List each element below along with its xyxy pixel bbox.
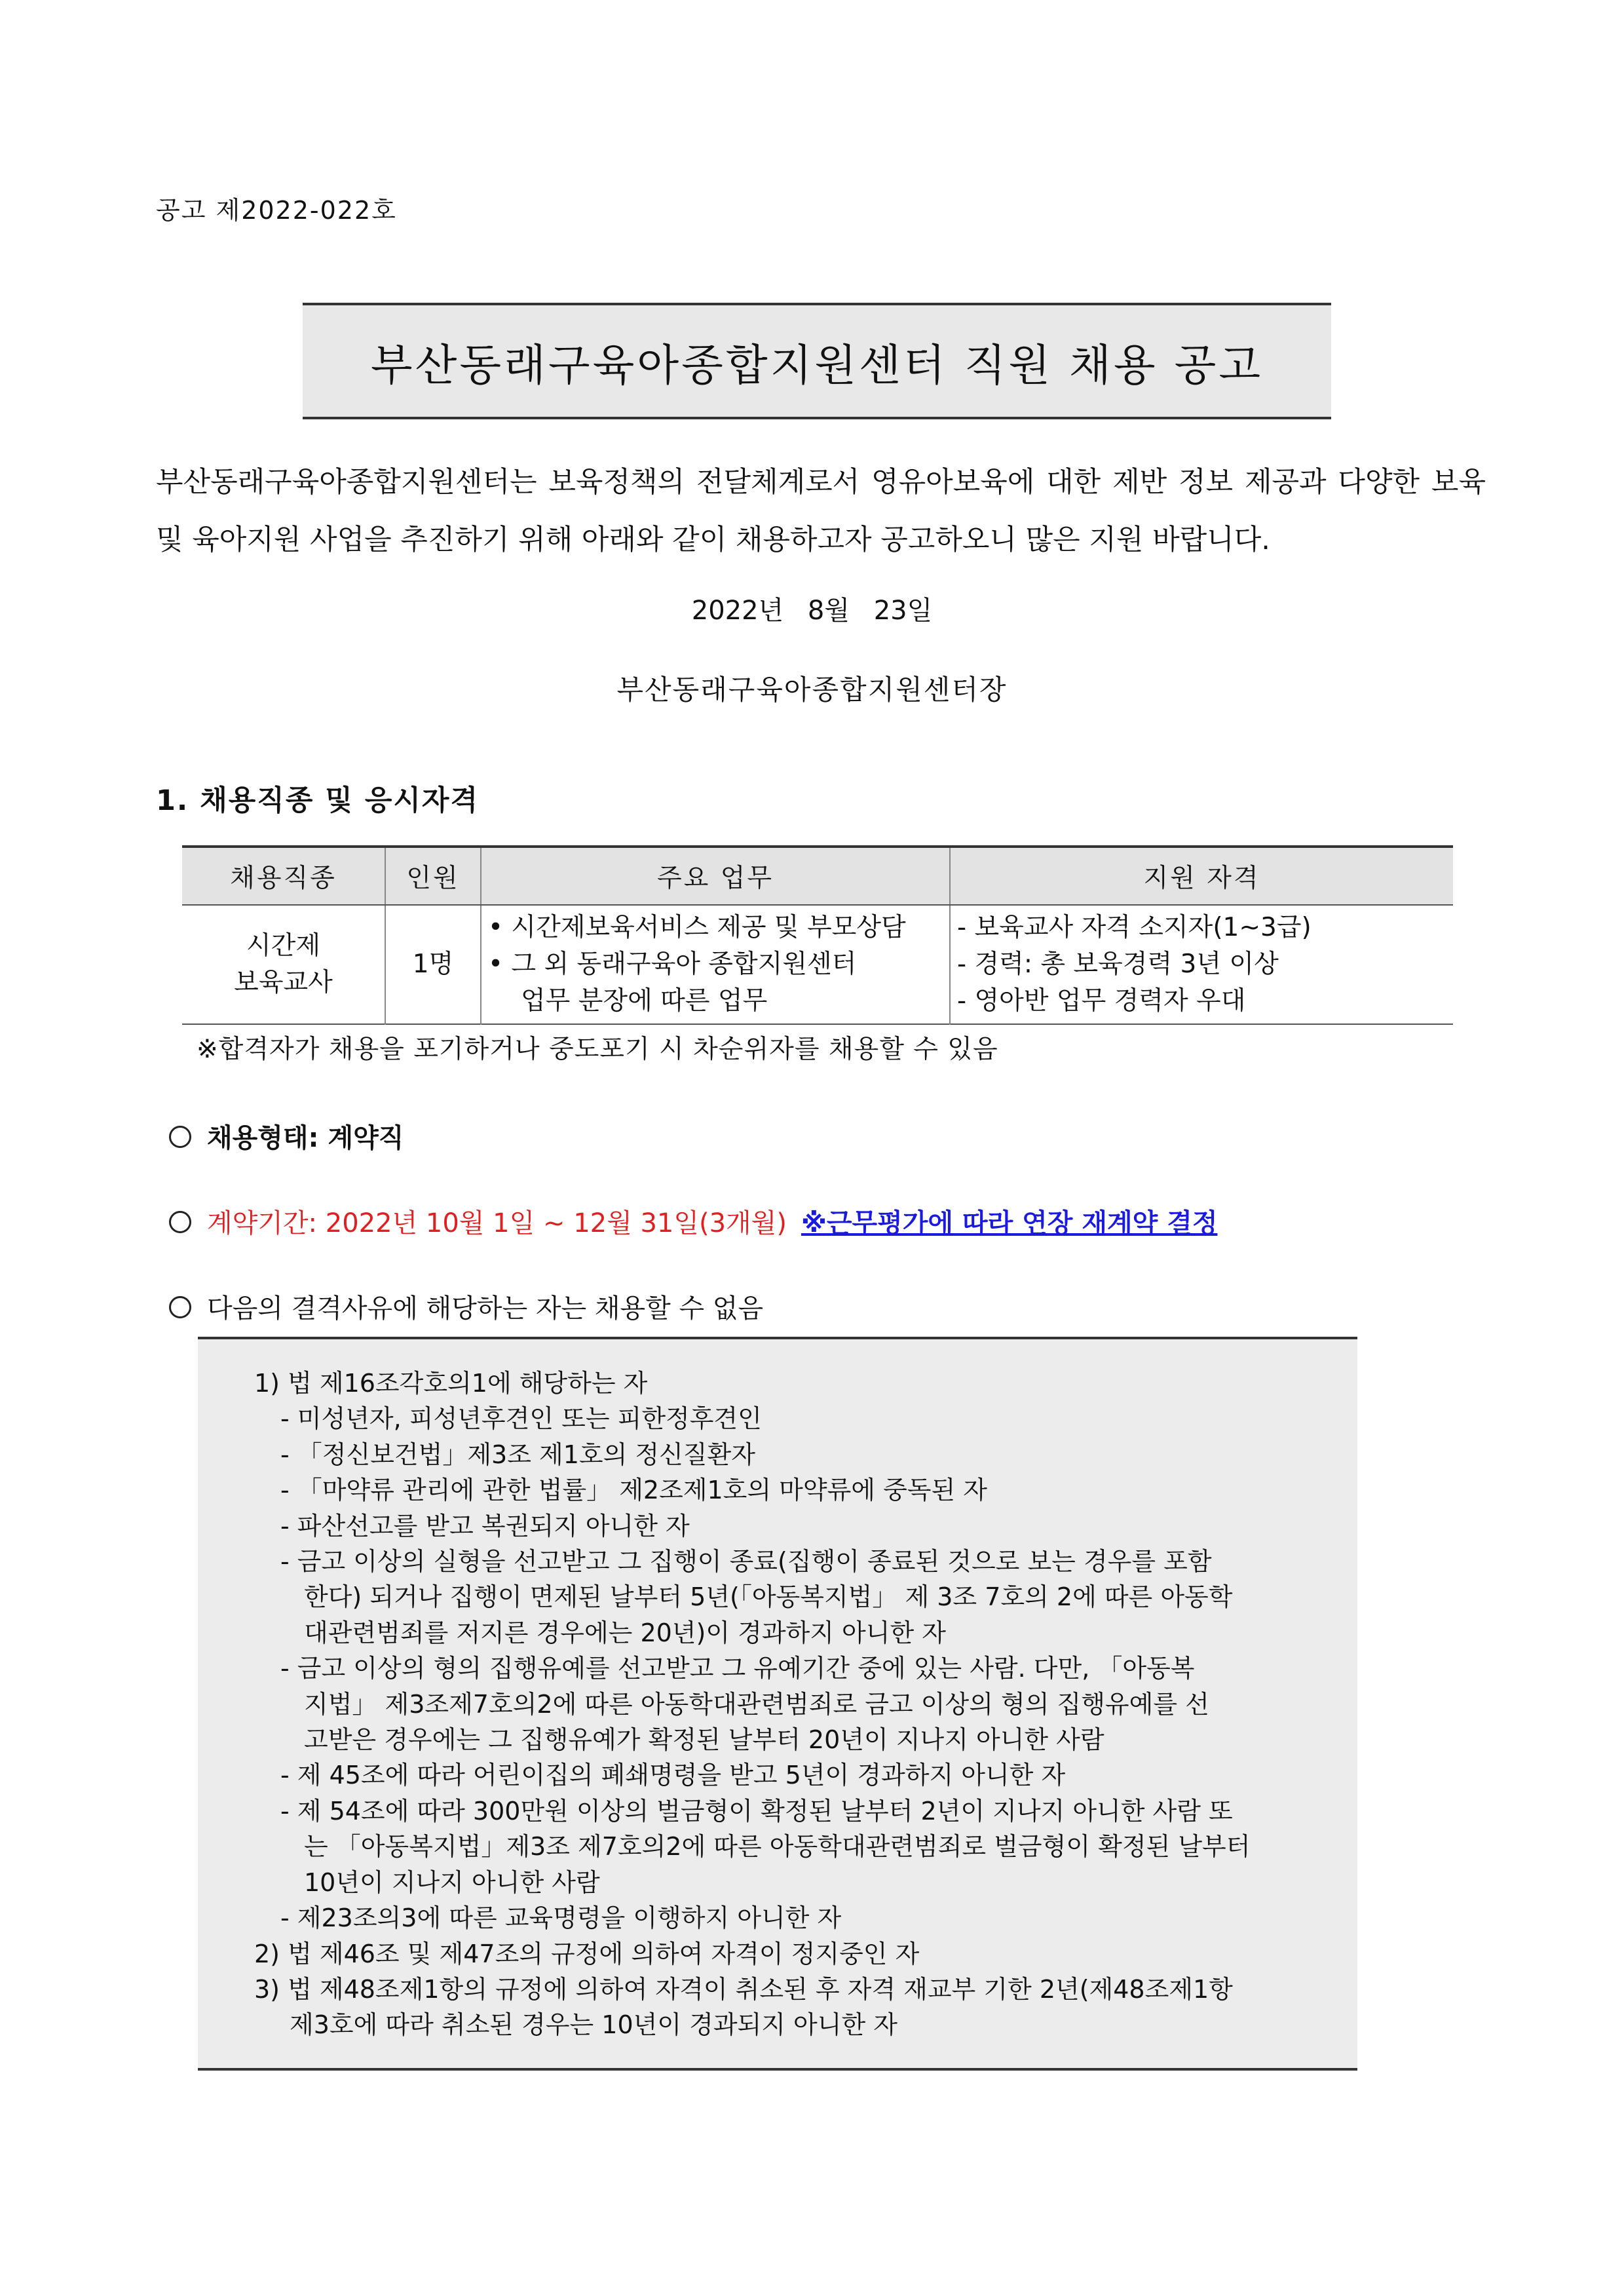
qualification-item: - 영아반 업무 경력자 우대	[957, 986, 1246, 1016]
contract-note-link[interactable]: ※근무평가에 따라 연장 재계약 결정	[801, 1208, 1218, 1238]
signer: 부산동래구육아종합지원센터장	[616, 674, 1008, 706]
header-qualifications: 지원 자격	[950, 847, 1453, 905]
cell-count: 1명	[385, 905, 481, 1024]
table-note: ※합격자가 채용을 포기하거나 중도포기 시 차순위자를 채용할 수 있음	[197, 1035, 998, 1064]
employment-type: 채용형태: 계약직	[207, 1123, 404, 1153]
list-item: 1) 법 제16조각호의1에 해당하는 자	[254, 1369, 648, 1398]
header-job-type: 채용직종	[182, 847, 385, 905]
job-line-2: 보육교사	[234, 968, 333, 997]
qualification-item: - 보육교사 자격 소지자(1~3급)	[957, 913, 1312, 942]
list-item: 한다) 되거나 집행이 면제된 날부터 5년(「아동복지법」 제 3조 7호의 2에 따른 아동학	[304, 1582, 1233, 1612]
list-item: - 「정신보건법」제3조 제1호의 정신질환자	[280, 1440, 755, 1469]
list-item: 2) 법 제46조 및 제47조의 규정에 의하여 자격이 정지중인 자	[254, 1939, 920, 1968]
circle-bullet-icon	[169, 1126, 191, 1148]
list-item: - 제 45조에 따라 어린이집의 폐쇄명령을 받고 5년이 경과하지 아니한 자	[280, 1761, 1066, 1790]
circle-bullet-icon	[169, 1296, 191, 1318]
list-item: - 금고 이상의 실형을 선고받고 그 집행이 종료(집행이 종료된 것으로 보는 경우를 포함	[280, 1547, 1212, 1577]
intro-paragraph: 부산동래구육아종합지원센터는 보육정책의 전달체계로서 영유아보육에 대한 제반 정보 제공과 다양한 보육 및 육아지원 사업을 추진하기 위해 아래와 같이 채용하고자 공고하오니 많은 지원 바랍니다.	[156, 466, 1486, 556]
job-line-1: 시간제	[246, 931, 321, 961]
list-item: 10년이 지나지 아니한 사람	[304, 1867, 600, 1897]
circle-bullet-icon	[169, 1211, 191, 1233]
section-title-1: 1. 채용직종 및 응시자격	[156, 784, 480, 817]
list-item: 대관련범죄를 저지른 경우에는 20년)이 경과하지 아니한 자	[304, 1618, 946, 1647]
jobs-table	[182, 845, 1453, 1025]
contract-period: 계약기간: 2022년 10월 1일 ~ 12월 31일(3개월)	[207, 1208, 787, 1238]
title-box	[303, 303, 1331, 419]
cell-duties	[481, 905, 950, 1024]
page-title: 부산동래구육아종합지원센터 직원 채용 공고	[370, 339, 1264, 391]
list-item: - 파산선고를 받고 복권되지 아니한 자	[280, 1511, 690, 1540]
table-header-row	[182, 847, 1453, 905]
list-item: 3) 법 제48조제1항의 규정에 의하여 자격이 취소된 후 자격 재교부 기한 2년(제48조제1항	[254, 1974, 1233, 2004]
list-item: - 제23조의3에 따른 교육명령을 이행하지 아니한 자	[280, 1904, 842, 1933]
disqualification-intro-row	[169, 1288, 763, 1325]
duty-item: 업무 분장에 따른 업무	[521, 986, 768, 1016]
table-row	[182, 905, 1453, 1024]
list-item: - 미성년자, 피성년후견인 또는 피한정후견인	[280, 1404, 762, 1434]
list-item: 는 「아동복지법」제3조 제7호의2에 따른 아동학대관련범죄로 벌금형이 확정된 날부터	[304, 1832, 1251, 1862]
list-item: 제3호에 따라 취소된 경우는 10년이 경과되지 아니한 자	[290, 2010, 897, 2040]
list-item: - 금고 이상의 형의 집행유예를 선고받고 그 유예기간 중에 있는 사람. 다만, 「아동복	[280, 1654, 1195, 1683]
duty-item: • 시간제보육서비스 제공 및 부모상담	[488, 913, 906, 942]
header-count: 인원	[385, 847, 481, 905]
employment-type-row	[169, 1117, 404, 1155]
cell-job-type	[182, 905, 385, 1024]
disqualification-box	[198, 1337, 1357, 2071]
duty-item: • 그 외 동래구육아 종합지원센터	[488, 949, 857, 979]
notice-number: 공고 제2022-022호	[156, 196, 397, 225]
header-duties: 주요 업무	[481, 847, 950, 905]
disqualification-intro: 다음의 결격사유에 해당하는 자는 채용할 수 없음	[207, 1293, 764, 1324]
notice-date: 2022년 8월 23일	[691, 596, 933, 626]
list-item: 지법」 제3조제7호의2에 따른 아동학대관련범죄로 금고 이상의 형의 집행유예를 선	[304, 1689, 1209, 1719]
list-item: 고받은 경우에는 그 집행유예가 확정된 날부터 20년이 지나지 아니한 사람	[304, 1725, 1105, 1755]
contract-period-row	[169, 1202, 1218, 1240]
qualification-item: - 경력: 총 보육경력 3년 이상	[957, 949, 1279, 979]
list-item: - 「마약류 관리에 관한 법률」 제2조제1호의 마약류에 중독된 자	[280, 1476, 987, 1505]
list-item: - 제 54조에 따라 300만원 이상의 벌금형이 확정된 날부터 2년이 지나지 아니한 사람 또	[280, 1796, 1233, 1826]
cell-qualifications	[950, 905, 1453, 1024]
